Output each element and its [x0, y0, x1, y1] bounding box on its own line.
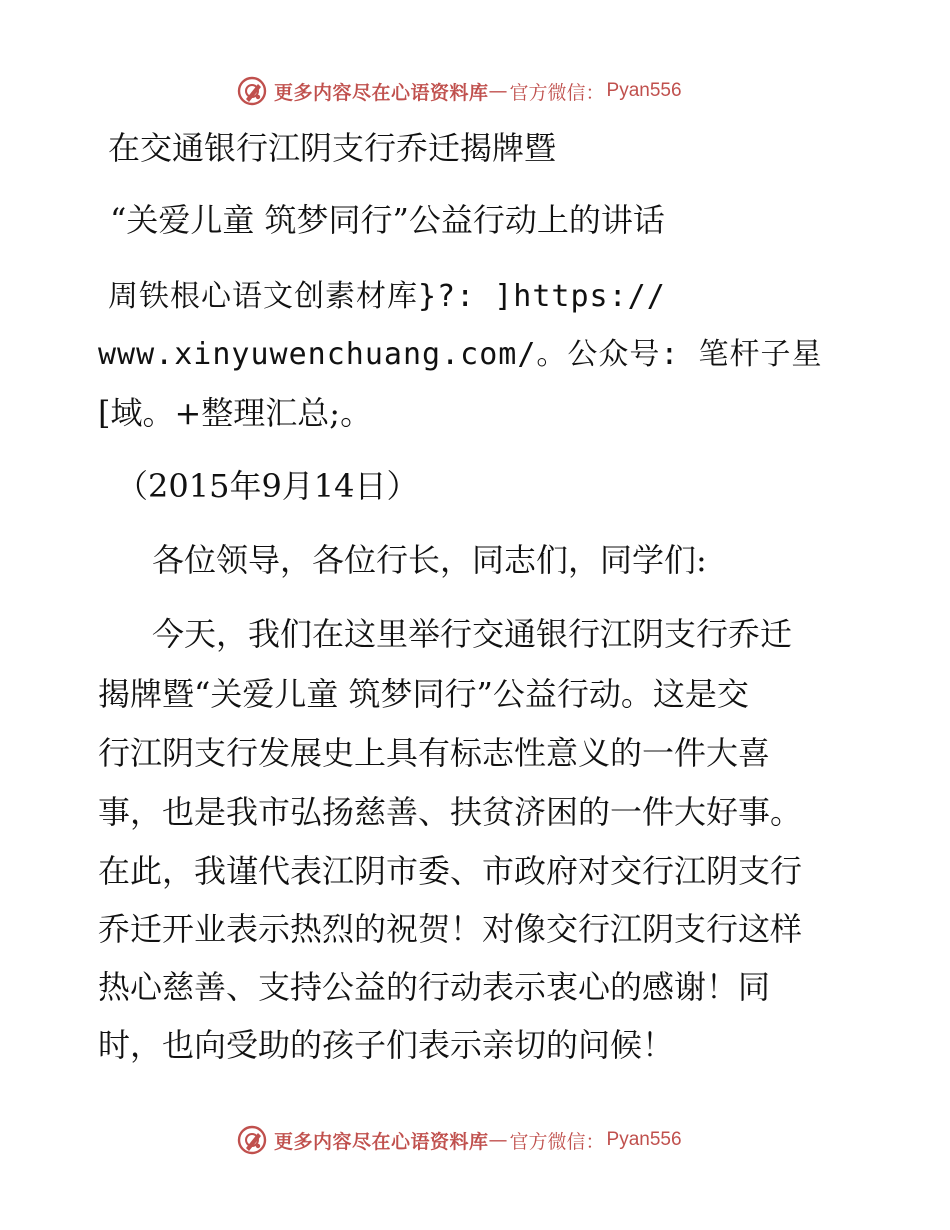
banner-dash: — [488, 1129, 508, 1151]
url-line: www.xinyuwenchuang.com/。公众号: 笔杆子星 [98, 337, 823, 372]
salutation: 各位领导，各位行长，同志们，同学们: [152, 541, 707, 579]
header-banner [236, 74, 682, 108]
body-line: 今天，我们在这里举行交通银行江阴支行乔迁 [152, 615, 793, 653]
body-line: 乔迁开业表示热烈的祝贺！对像交行江阴支行这样 [98, 910, 803, 948]
body-line: 行江阴支行发展史上具有标志性意义的一件大喜 [98, 734, 771, 772]
body-line: 事，也是我市弘扬慈善、扶贫济困的一件大好事。 [98, 793, 803, 831]
banner-dash: — [488, 80, 508, 102]
title-line-2: “关爱儿童 筑梦同行”公益行动上的讲话 [110, 201, 665, 239]
pen-logo-icon [236, 75, 268, 107]
author-line: 周铁根心语文创素材库}?: ]https:// [108, 279, 666, 314]
pen-logo-icon [236, 1124, 268, 1156]
body-line: 在此，我谨代表江阴市委、市政府对交行江阴支行 [98, 852, 803, 890]
banner-wechat-label: 官方微信： [509, 81, 605, 104]
banner-wechat-label: 官方微信： [509, 1130, 605, 1153]
speech-date: （2015年9月14日） [116, 467, 419, 505]
body-line: 揭牌暨“关爱儿童 筑梦同行”公益行动。这是交 [98, 675, 749, 713]
title-line-1: 在交通银行江阴支行乔迁揭牌暨 [108, 129, 557, 167]
body-line: 热心慈善、支持公益的行动表示衷心的感谢！同 [98, 968, 771, 1006]
banner-wechat-id: Pyan556 [606, 1129, 682, 1150]
banner-library-text: 更多内容尽在心语资料库 [274, 81, 489, 104]
note-line: [域。+整理汇总;。 [98, 394, 373, 432]
banner-wechat-id: Pyan556 [606, 80, 682, 101]
footer-banner [236, 1123, 682, 1157]
banner-library-text: 更多内容尽在心语资料库 [274, 1130, 489, 1153]
body-line: 时，也向受助的孩子们表示亲切的问候！ [98, 1026, 675, 1064]
